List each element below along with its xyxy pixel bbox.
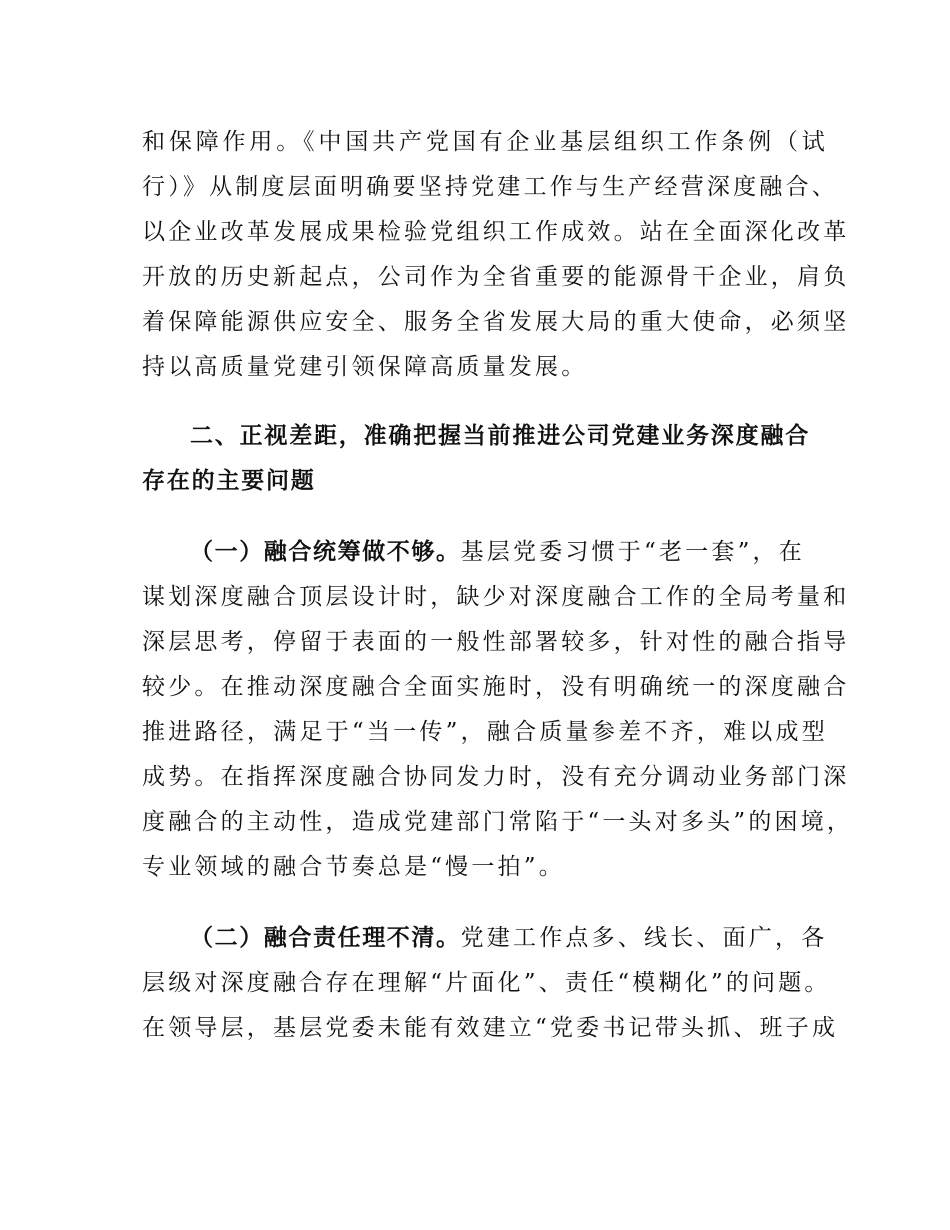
heading-line: 存在的主要问题: [142, 468, 316, 494]
text-line: 和保障作用。《中国共产党国有企业基层组织工作条例（试: [142, 129, 828, 155]
heading-line: 二、正视差距，准确把握当前推进公司党建业务深度融合: [190, 423, 810, 449]
text-line: 深层思考，停留于表面的一般性部署较多，针对性的融合指导: [142, 629, 850, 655]
text-line: 开放的历史新起点，公司作为全省重要的能源骨干企业，肩负: [142, 264, 850, 290]
text-line: 度融合的主动性，造成党建部门常陷于“一头对多头”的困境，: [142, 809, 854, 835]
item-2-first-line: 党建工作点多、线长、面广，各: [460, 925, 828, 951]
text-line: 较少。在推动深度融合全面实施时，没有明确统一的深度融合: [142, 674, 850, 700]
text-line: 谋划深度融合顶层设计时，缺少对深度融合工作的全局考量和: [142, 584, 850, 610]
text-line-lead: [142, 916, 828, 961]
item-1-first-line: 基层党委习惯于“老一套”，在: [460, 539, 805, 565]
text-line-lead: [142, 530, 828, 575]
text-line: 专业领域的融合节奏总是“慢一拍”。: [142, 854, 565, 880]
text-line: 成势。在指挥深度融合协同发力时，没有充分调动业务部门深: [142, 764, 850, 790]
text-line: 持以高质量党建引领保障高质量发展。: [142, 354, 588, 380]
text-line: 着保障能源供应安全、服务全省发展大局的重大使命，必须坚: [142, 309, 850, 335]
paragraph-item-1: [142, 530, 854, 890]
text-line: 在领导层，基层党委未能有效建立“党委书记带头抓、班子成: [142, 1015, 839, 1041]
document-body: [142, 120, 854, 1051]
item-2-lead: （二）融合责任理不清。: [190, 925, 461, 951]
item-1-lead: （一）融合统筹做不够。: [190, 539, 461, 565]
text-line: 层级对深度融合存在理解“片面化”、责任“模糊化”的问题。: [142, 970, 831, 996]
text-line: 推进路径，满足于“当一传”，融合质量参差不齐，难以成型: [142, 719, 828, 745]
paragraph-party-building-role: [142, 120, 850, 390]
section-heading-2: [142, 414, 828, 504]
text-line: 行）》从制度层面明确要坚持党建工作与生产经营深度融合、: [142, 174, 838, 200]
paragraph-item-2: [142, 916, 839, 1051]
text-line: 以企业改革发展成果检验党组织工作成效。站在全面深化改革: [142, 219, 850, 245]
